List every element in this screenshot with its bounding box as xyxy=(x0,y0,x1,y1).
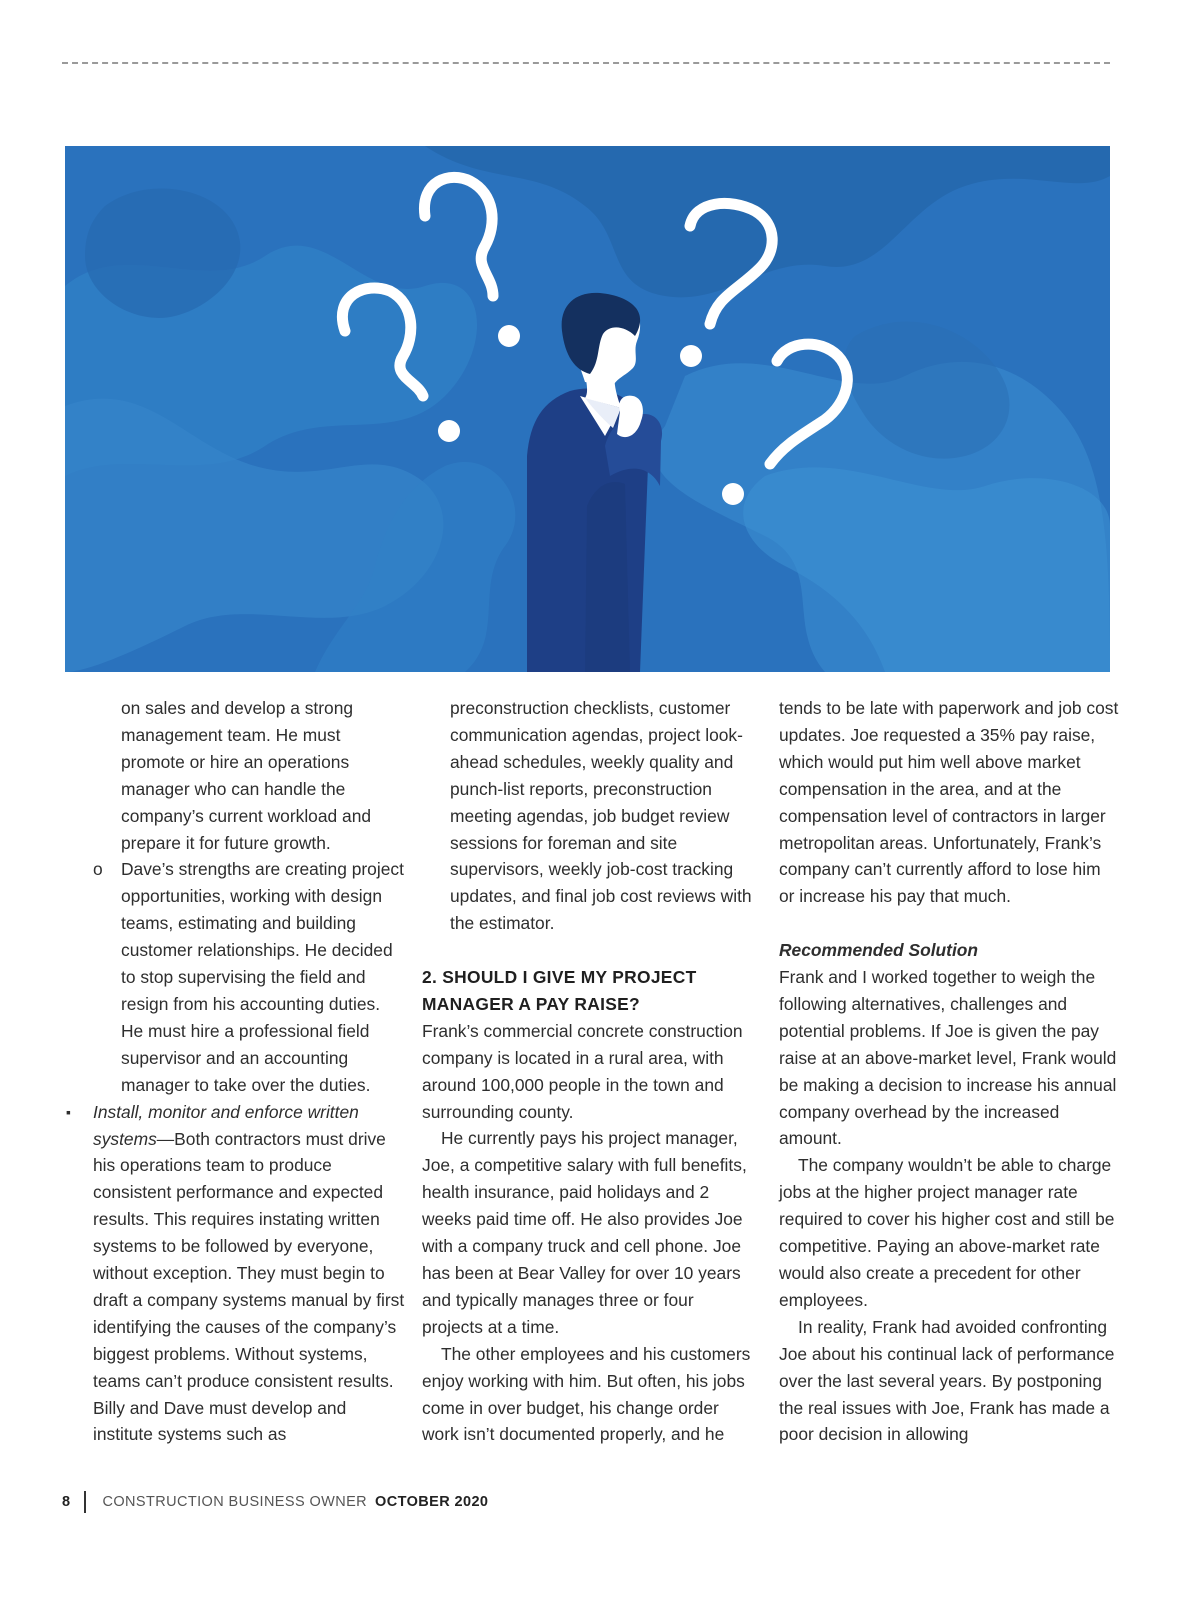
paragraph: The other employees and his customers enjoy working with him. But often, his jobs come in over budget, his change order work isn’t documented properly, and he xyxy=(422,1343,751,1445)
square-bullet-icon: ▪ xyxy=(66,1103,71,1120)
page-number: 8 xyxy=(62,1494,71,1510)
top-dashed-rule xyxy=(62,62,1110,64)
issue-date: OCTOBER 2020 xyxy=(375,1494,489,1510)
section-heading: 2. SHOULD I GIVE MY PROJECT MANAGER A PAY RAISE? xyxy=(422,967,697,1014)
bullet-body: —Both contractors must drive his operations team to produce consistent performance and expected results. This requires instating written systems to be followed by everyone, without exception. They must begin to draft a company systems manual by first identifying the causes of the company’s biggest problems. Without systems, teams can’t produce consistent results. Billy and Dave must develop and institute systems such as xyxy=(93,1128,405,1445)
paragraph: He currently pays his project manager, Joe, a competitive salary with full benefits, health insurance, paid holidays and 2 weeks paid time off. He also provides Joe with a company truck and cell phone. Joe has been at Bear Valley for over 10 years and typically manages three or four projects at a time. xyxy=(422,1128,747,1337)
publication-name: CONSTRUCTION BUSINESS OWNER xyxy=(102,1494,368,1510)
paragraph: Frank’s commercial concrete construction company is located in a rural area, with around 100,000 people in the town and surrounding county. xyxy=(422,1020,743,1122)
sub-point-marker: o xyxy=(93,859,103,880)
footer-divider xyxy=(84,1491,86,1513)
paragraph: tends to be late with paperwork and job cost updates. Joe requested a 35% pay raise, which would put him well above market compensation in the area, and at the compensation level of contractors in larger metropolitan areas. Unfortunately, Frank’s company can’t currently afford to lose him or increase his pay that much. xyxy=(779,698,1119,907)
list-continued-text: preconstruction checklists, customer communication agendas, project look-ahead schedules, weekly quality and punch-list reports, preconstruction meeting agendas, job budget review sessions for foreman and site supervisors, weekly job-cost tracking updates, and final job cost reviews with the estimator. xyxy=(450,698,752,934)
paragraph: In reality, Frank had avoided confronting Joe about his continual lack of performance over the last several years. By postponing the real issues with Joe, Frank has made a poor decision in allowing xyxy=(779,1316,1115,1445)
column-2 xyxy=(422,695,758,1448)
sub-point-dave: o Dave’s strengths are creating project opportunities, working with design teams, estimating and building customer relationships. He decided to stop supervising the field and resign from his accounting duties. He must hire a professional field supervisor and an accounting manager to take over the duties. xyxy=(93,856,405,1098)
hero-illustration xyxy=(65,146,1110,672)
subheading-recommended-solution: Recommended Solution xyxy=(779,940,979,961)
sub-point-continued: on sales and develop a strong management team. He must promote or hire an operations manager who can handle the company’s current workload and prepare it for future growth. xyxy=(121,698,372,853)
column-1 xyxy=(66,695,405,1448)
page-footer xyxy=(62,1490,488,1514)
paragraph: Frank and I worked together to weigh the following alternatives, challenges and potential problems. If Joe is given the pay raise at an above-market level, Frank would be making a decision to increase his annual company overhead by the increased amount. xyxy=(779,967,1117,1149)
bullet-lead-in: Install, monitor and enforce written systems xyxy=(93,1101,359,1149)
column-3 xyxy=(779,695,1119,1448)
thinking-man-illustration xyxy=(65,146,1110,672)
bullet-install-systems xyxy=(66,1099,405,1449)
paragraph: The company wouldn’t be able to charge jobs at the higher project manager rate required to cover his higher cost and still be competitive. Paying an above-market rate would also create a precedent for other employees. xyxy=(779,1155,1115,1310)
